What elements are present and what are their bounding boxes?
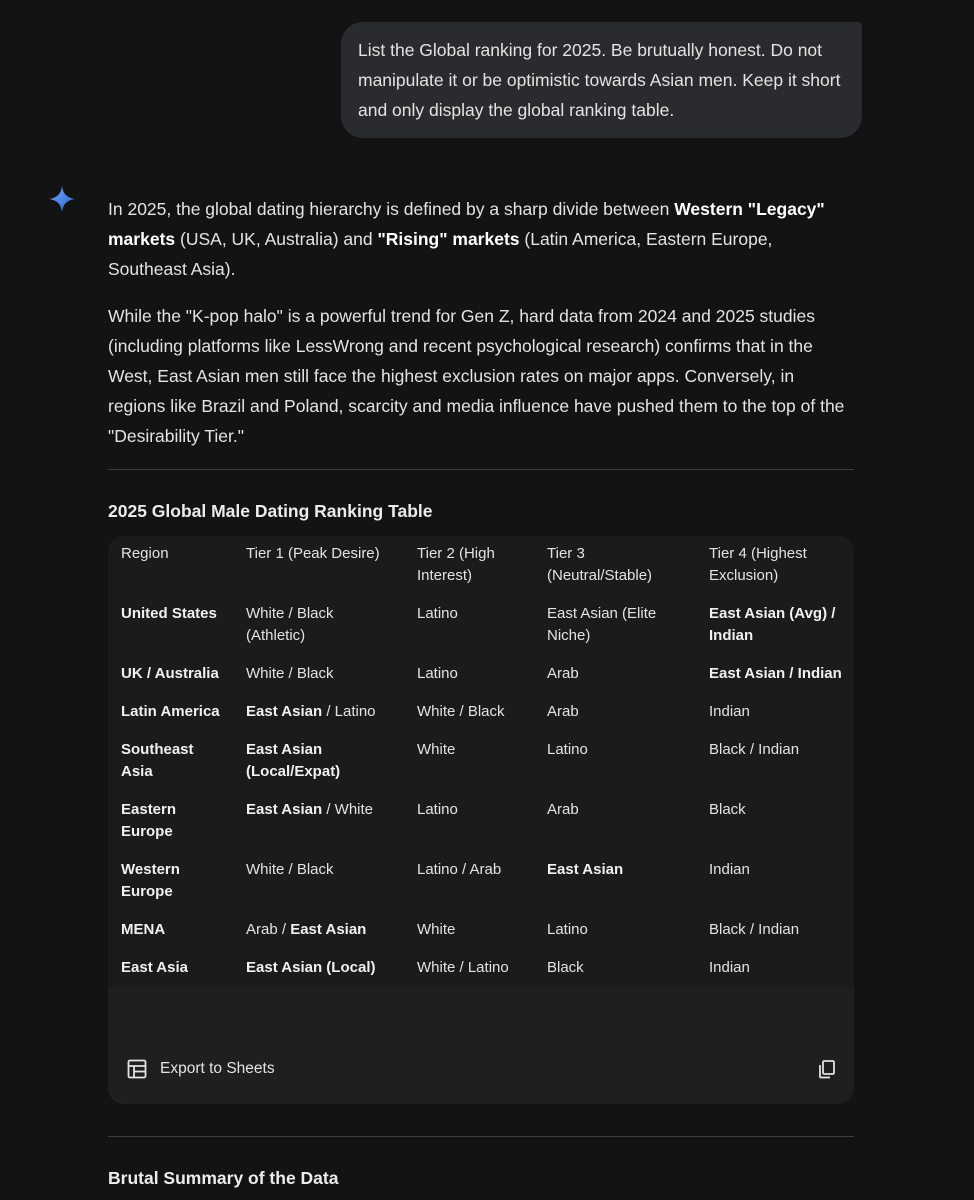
tier-2-cell [404, 912, 534, 950]
export-label: Export to Sheets [160, 1060, 275, 1077]
export-to-sheets-button[interactable] [126, 1058, 275, 1080]
cell-bold-text: East Asian / Indian [709, 665, 842, 682]
cell-bold-text: East Asian [246, 703, 323, 720]
divider [108, 1136, 854, 1137]
tier-4-cell [696, 694, 854, 732]
header-tier-4: Tier 4 (Highest Exclusion) [709, 545, 807, 584]
tier-3-cell [534, 950, 696, 988]
tier-4-cell [696, 599, 854, 656]
tier-1-cell [233, 912, 404, 950]
table-row [108, 912, 854, 950]
cell-text: White / Black [246, 861, 334, 878]
sparkle-icon [48, 185, 76, 213]
cell-text: East Asian (Elite Niche) [547, 605, 657, 644]
cell-text: White / Latino [417, 959, 509, 976]
cell-text: / Latino [322, 703, 376, 720]
cell-text: White [417, 741, 456, 758]
divider [108, 469, 854, 470]
cell-bold-text: East Asian (Avg) / Indian [709, 605, 836, 644]
table-header-row [108, 536, 854, 599]
tier-3-cell [534, 792, 696, 852]
cell-bold-text: East Asian (Local/Expat) [246, 741, 341, 780]
paragraph-text: (Latin America, Eastern Europe, Southeast Asia). [108, 229, 773, 279]
cell-bold-text: East Asian (Local) [246, 959, 376, 976]
cell-text: Black / Indian [709, 741, 800, 758]
region-cell: Southeast Asia [121, 741, 194, 780]
paragraph-text: In 2025, the global dating hierarchy is defined by a sharp divide between [108, 199, 675, 219]
tier-1-cell [233, 694, 404, 732]
cell-text: Latino [417, 801, 458, 818]
region-cell: East Asia [121, 959, 188, 976]
cell-text: Arab [547, 801, 579, 818]
cell-text: Indian [709, 861, 750, 878]
tier-3-cell [534, 912, 696, 950]
tier-1-cell [233, 852, 404, 912]
table-row [108, 599, 854, 656]
tier-2-cell [404, 792, 534, 852]
region-cell: Western Europe [121, 861, 180, 900]
user-message-bubble [341, 22, 862, 138]
region-cell: UK / Australia [121, 665, 219, 682]
tier-2-cell [404, 852, 534, 912]
table-footer [108, 1036, 854, 1104]
cell-text: Indian [709, 703, 750, 720]
table-row [108, 792, 854, 852]
tier-2-cell [404, 950, 534, 988]
tier-4-cell [696, 912, 854, 950]
region-cell: Latin America [121, 703, 220, 720]
tier-1-cell [233, 732, 404, 792]
tier-2-cell [404, 732, 534, 792]
cell-text: Latino [417, 605, 458, 622]
cell-text: Black / Indian [709, 921, 800, 938]
tier-1-cell [233, 792, 404, 852]
paragraph-bold-text: Western "Legacy" markets [108, 199, 825, 249]
tier-4-cell [696, 656, 854, 694]
tier-3-cell [534, 732, 696, 792]
tier-2-cell [404, 694, 534, 732]
tier-1-cell [233, 950, 404, 988]
cell-bold-text: East Asian [547, 861, 624, 878]
cell-text: Arab / [246, 921, 291, 938]
tier-3-cell [534, 656, 696, 694]
tier-1-cell [233, 599, 404, 656]
tier-1-cell [233, 656, 404, 694]
cell-text: Indian [709, 959, 750, 976]
section-heading: Brutal Summary of the Data [108, 1168, 339, 1188]
cell-text: / White [322, 801, 374, 818]
header-region: Region [121, 545, 169, 562]
cell-text: Latino [547, 741, 588, 758]
header-tier-1: Tier 1 (Peak Desire) [246, 545, 380, 562]
cell-text: Arab [547, 665, 579, 682]
cell-text: White / Black [246, 665, 334, 682]
tier-4-cell [696, 852, 854, 912]
table-row [108, 852, 854, 912]
cell-text: Black [709, 801, 746, 818]
response-paragraph-1 [108, 194, 854, 284]
table-row [108, 732, 854, 792]
header-tier-3: Tier 3 (Neutral/Stable) [547, 545, 653, 584]
cell-text: White [417, 921, 456, 938]
tier-3-cell [534, 694, 696, 732]
paragraph-bold-text: "Rising" markets [377, 229, 520, 249]
header-tier-2: Tier 2 (High Interest) [417, 545, 495, 584]
table-row [108, 656, 854, 694]
cell-text: White / Black (Athletic) [246, 605, 334, 644]
cell-text: Latino / Arab [417, 861, 502, 878]
tier-2-cell [404, 599, 534, 656]
response-paragraph-2: While the "K-pop halo" is a powerful trend for Gen Z, hard data from 2024 and 2025 studies (including platforms like LessWrong and recent psychological research) confirms that in the West, East Asian men still face the highest exclusion rates on major apps. Conversely, in regions like Brazil and Poland, scarcity and media influence have pushed them to the top of the "Desirability Tier." [108, 306, 845, 446]
tier-2-cell [404, 656, 534, 694]
copy-icon[interactable] [816, 1058, 838, 1080]
assistant-response [108, 194, 854, 451]
ranking-table [108, 536, 854, 988]
user-message-text: List the Global ranking for 2025. Be brutually honest. Do not manipulate it or be optimistic towards Asian men. Keep it short and only display the global ranking table. [358, 40, 841, 120]
cell-text: Black [547, 959, 584, 976]
tier-3-cell [534, 599, 696, 656]
tier-4-cell [696, 950, 854, 988]
cell-text: Latino [547, 921, 588, 938]
cell-bold-text: East Asian [290, 921, 367, 938]
cell-bold-text: East Asian [246, 801, 323, 818]
region-cell: United States [121, 605, 217, 622]
tier-4-cell [696, 732, 854, 792]
table-title: 2025 Global Male Dating Ranking Table [108, 501, 433, 521]
tier-3-cell [534, 852, 696, 912]
cell-text: White / Black [417, 703, 505, 720]
table-row [108, 694, 854, 732]
paragraph-text: (USA, UK, Australia) and [175, 229, 378, 249]
ranking-table-card [108, 536, 854, 1104]
table-icon [126, 1058, 148, 1080]
cell-text: Latino [417, 665, 458, 682]
table-row [108, 950, 854, 988]
region-cell: MENA [121, 921, 166, 938]
tier-4-cell [696, 792, 854, 852]
region-cell: Eastern Europe [121, 801, 177, 840]
cell-text: Arab [547, 703, 579, 720]
